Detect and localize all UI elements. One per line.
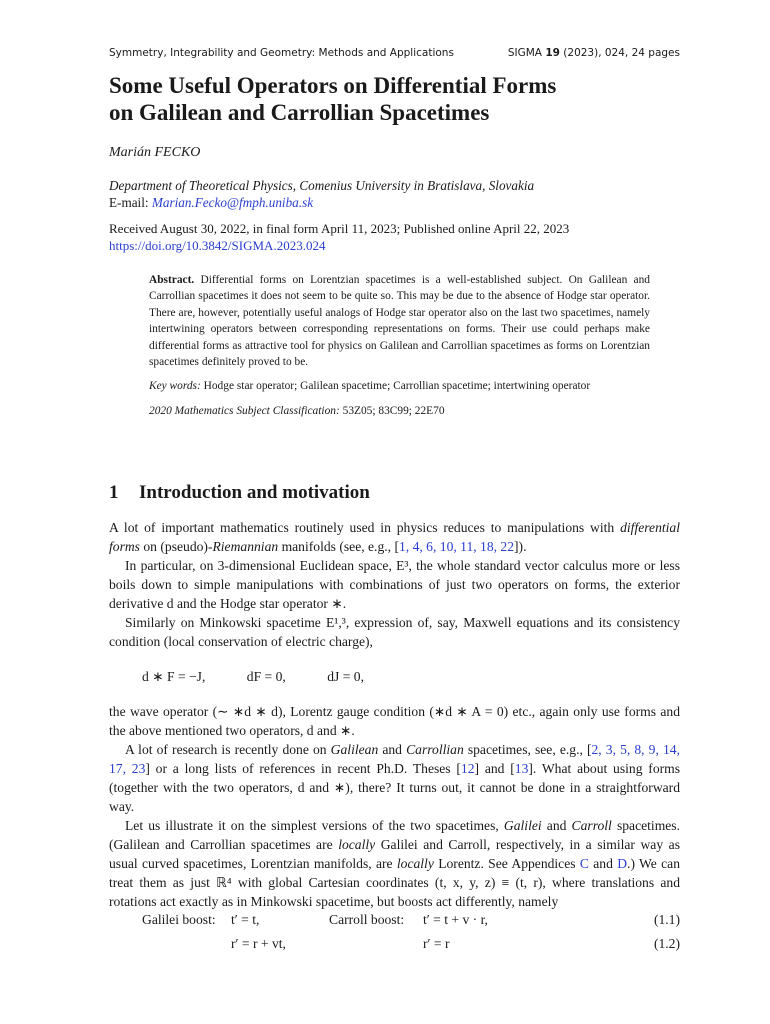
- citation-link[interactable]: 12: [460, 761, 475, 776]
- paragraph-4: the wave operator (∼ ∗d ∗ d), Lorentz gauge condition (∗d ∗ A = 0) etc., again only use forms and the above mentioned two operators, d and ∗.: [109, 704, 680, 738]
- doi-link[interactable]: https://doi.org/10.3842/SIGMA.2023.024: [109, 238, 326, 253]
- appendix-link[interactable]: D: [617, 856, 628, 871]
- equation-row: [109, 936, 680, 960]
- running-head: [109, 47, 680, 59]
- equation-number: (1.1): [653, 912, 680, 927]
- citation-link[interactable]: 2, 3, 5, 8, 9, 14, 17, 23: [109, 742, 680, 776]
- paragraph-5: A lot of research is recently done on Galilean and Carrollian spacetimes, see, e.g., [2, 3, 5, 8, 9, 14, 17, 23] or a long lists of references in recent Ph.D. Theses [12] and [13]. What about using forms (together with the two operators, d and ∗), there? It turns out, it cannot be done in a straightforward way.: [109, 742, 681, 814]
- abstract: [149, 272, 650, 427]
- carroll-label: Carroll boost:: [329, 912, 405, 927]
- dates-text: Received August 30, 2022, in final form April 11, 2023; Published online April 22, 2023: [109, 221, 570, 236]
- section-number: 1: [109, 482, 119, 503]
- paragraph-2: In particular, on 3-dimensional Euclidean space, E³, the whole standard vector calculus more or less boils down to simple manipulations with combinations of just two operators on forms, the exterior derivative d and the Hodge star operator ∗.: [109, 558, 680, 611]
- journal-name: Symmetry, Integrability and Geometry: Methods and Applications: [109, 47, 454, 59]
- abstract-paragraph: [149, 272, 650, 370]
- body-text: [109, 518, 680, 911]
- equation: r′ = r + vt,: [231, 936, 286, 951]
- equation: d ∗ F = −J,: [142, 669, 206, 684]
- affiliation-block: [109, 177, 680, 211]
- appendix-link[interactable]: C: [579, 856, 589, 871]
- section-title: Introduction and motivation: [139, 482, 370, 503]
- equation-number: (1.2): [653, 936, 680, 951]
- author: Marián FECKO: [109, 145, 201, 160]
- msc-classification: [149, 403, 650, 419]
- paragraph-1: A lot of important mathematics routinely used in physics reduces to manipulations with differential forms on (pseudo)-Riemannian manifolds (see, e.g., [1, 4, 6, 10, 11, 18, 22]).: [109, 520, 680, 554]
- abstract-label: Abstract.: [149, 274, 195, 286]
- equation-row: [109, 912, 680, 936]
- abstract-text: Differential forms on Lorentzian spacetimes is a well-established subject. On Galilean and Carrollian spacetimes it does not seem to be quite so. This may be due to the absence of Hodge star operator. There are, however, potentially useful analogs of Hodge star operator also on the last two spacetimes, namely intertwining operators between corresponding representations on forms. Their use could perhaps make differential forms as attractive tool for physics on Galilean and Carrollian spacetimes as forms on Lorentzian spacetimes definitely proved to be.: [149, 274, 650, 369]
- equation: t′ = t,: [231, 912, 260, 927]
- equation: dF = 0,: [246, 669, 286, 684]
- section-heading: [109, 482, 370, 504]
- equation: t′ = t + v · r,: [423, 912, 488, 927]
- keywords: [149, 378, 650, 394]
- equation: r′ = r: [423, 936, 450, 951]
- msc-codes: 53Z05; 83C99; 22E70: [342, 404, 445, 417]
- maxwell-equations: [142, 667, 680, 686]
- email-link[interactable]: Marian.Fecko@fmph.uniba.sk: [151, 195, 314, 210]
- keywords-text: Hodge star operator; Galilean spacetime; Carrollian spacetime; intertwining operator: [203, 380, 591, 393]
- boost-equations: [109, 912, 680, 960]
- paragraph-6: Let us illustrate it on the simplest versions of the two spacetimes, Galilei and Carroll spacetimes. (Galilean and Carrollian spacetimes are locally Galilei and Carroll, respectively, in a similar way as usual curved spacetimes, Lorentzian manifolds, are locally Lorentz. See Appendices C and D.) We can treat them as just ℝ⁴ with global Cartesian coordinates (t, x, y, z) ≡ (t, r), where translations and rotations act exactly as in Minkowski spacetime, but boosts act differently, namely: [109, 818, 681, 909]
- publication-dates: [109, 220, 680, 254]
- paper-title: Some Useful Operators on Differential Forms on Galilean and Carrollian Spacetimes: [109, 73, 557, 125]
- citation-link[interactable]: 13: [514, 761, 529, 776]
- sigma-citation: SIGMA 19 (2023), 024, 24 pages: [507, 47, 680, 59]
- email-label: E-mail:: [109, 195, 152, 210]
- msc-label: 2020 Mathematics Subject Classification:: [149, 404, 340, 417]
- galilei-label: Galilei boost:: [142, 912, 216, 927]
- keywords-label: Key words:: [149, 380, 201, 393]
- equation: dJ = 0,: [327, 669, 364, 684]
- citation-link[interactable]: 1, 4, 6, 10, 11, 18, 22: [398, 539, 515, 554]
- paragraph-3: Similarly on Minkowski spacetime E¹,³, expression of, say, Maxwell equations and its consistency condition (local conservation of electric charge),: [109, 615, 680, 649]
- affiliation: Department of Theoretical Physics, Comenius University in Bratislava, Slovakia: [109, 178, 535, 193]
